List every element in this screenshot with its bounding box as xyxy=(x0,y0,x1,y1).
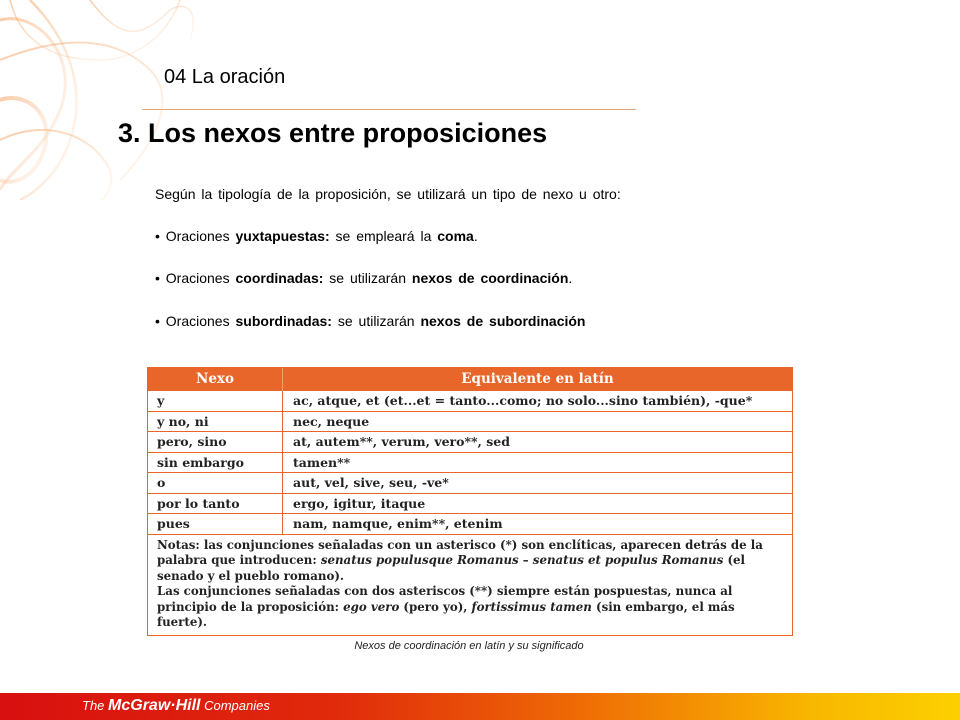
note-text: ( xyxy=(399,599,410,614)
note-italic: Romanus xyxy=(452,553,519,568)
publisher-logo xyxy=(82,697,270,715)
bullet-prefix: • Oraciones xyxy=(155,313,236,329)
note-text: Las conjunciones señaladas con dos asteriscos (**) siempre están pospuestas, nunca al principio de la proposición: xyxy=(157,584,733,614)
bullet-key: nexos de coordinación xyxy=(411,270,569,286)
cell-nexo: por lo tanto xyxy=(148,493,283,514)
note-italic: ego xyxy=(343,599,371,614)
cell-nexo: y xyxy=(148,391,283,412)
note-text: yo), xyxy=(438,599,472,614)
footer-bar xyxy=(0,693,960,720)
chapter-label: 04 La oración xyxy=(164,66,286,88)
note-italic: fortissimus xyxy=(471,599,551,614)
bullet-prefix: • Oraciones xyxy=(155,270,236,286)
column-header-nexo: Nexo xyxy=(148,368,283,391)
cell-nexo: sin embargo xyxy=(148,452,283,473)
cell-nexo: pero, sino xyxy=(148,432,283,453)
bullet-mid: se empleará la xyxy=(329,228,438,244)
bullet-term: subordinadas: xyxy=(235,313,332,329)
table-row xyxy=(148,452,792,473)
table-row xyxy=(148,493,792,514)
note-text: Notas: las conjunciones señaladas con un asterisco (*) son xyxy=(157,537,549,552)
table-header-row xyxy=(148,368,792,391)
table-row xyxy=(148,514,792,534)
note-strong: pero xyxy=(409,599,439,614)
table-notes xyxy=(148,534,792,636)
note-text: (el senado y el pueblo romano). xyxy=(157,553,746,583)
table-row xyxy=(148,473,792,494)
logo-brand: McGraw·Hill xyxy=(108,697,201,714)
bullet-key: nexos de subordinación xyxy=(420,313,586,329)
decorative-swirl-graphic xyxy=(0,0,220,200)
page-title: 3. Los nexos entre proposiciones xyxy=(118,118,548,148)
bullet-coordinadas xyxy=(155,270,572,286)
note-strong: enclíticas xyxy=(548,537,613,552)
note-strong: sin embargo xyxy=(601,599,684,614)
cell-latin: nam, namque, enim**, etenim xyxy=(283,514,793,534)
note-text: , el más fuerte). xyxy=(157,599,735,630)
nexos-table xyxy=(148,368,792,534)
table-row xyxy=(148,391,792,412)
note-italic-strong: tamen xyxy=(550,599,592,614)
note-text: , aparecen detrás de la palabra que introducen: xyxy=(157,537,763,568)
bullet-end: . xyxy=(568,270,573,286)
bullet-term: coordinadas: xyxy=(235,270,324,286)
nexos-table-figure xyxy=(147,367,793,636)
bullet-subordinadas xyxy=(155,313,585,329)
cell-latin: ergo, igitur, itaque xyxy=(283,493,793,514)
note-italic: senatus populus xyxy=(320,553,429,568)
bullet-prefix: • Oraciones xyxy=(155,228,236,244)
table-row xyxy=(148,411,792,432)
note-dash: – xyxy=(518,553,533,568)
table-row xyxy=(148,432,792,453)
bullet-mid: se utilizarán xyxy=(323,270,412,286)
cell-latin: tamen** xyxy=(283,452,793,473)
intro-text: Según la tipología de la proposición, se utilizará un tipo de nexo u otro: xyxy=(155,186,621,202)
logo-prefix: The xyxy=(82,698,109,713)
bullet-end: . xyxy=(473,228,478,244)
cell-latin: nec, neque xyxy=(283,411,793,432)
note-italic: senatus et populus Romanus xyxy=(532,553,724,568)
cell-nexo: o xyxy=(148,473,283,494)
cell-latin: aut, vel, sive, seu, -ve* xyxy=(283,473,793,494)
logo-suffix: Companies xyxy=(200,698,270,713)
header-divider xyxy=(142,109,636,110)
bullet-key: coma xyxy=(437,228,474,244)
cell-nexo: y no, ni xyxy=(148,411,283,432)
cell-latin: ac, atque, et (et...et = tanto...como; no solo...sino también), -que* xyxy=(283,391,793,412)
note-italic-strong: que xyxy=(428,553,453,568)
note-italic-strong: vero xyxy=(370,599,400,614)
bullet-mid: se utilizarán xyxy=(331,313,421,329)
bullet-yuxtapuestas xyxy=(155,228,478,244)
cell-nexo: pues xyxy=(148,514,283,534)
bullet-term: yuxtapuestas: xyxy=(235,228,330,244)
table-caption: Nexos de coordinación en latín y su significado xyxy=(354,640,584,652)
column-header-latin: Equivalente en latín xyxy=(283,368,793,391)
cell-latin: at, autem**, verum, vero**, sed xyxy=(283,432,793,453)
note-text: ( xyxy=(591,599,602,614)
